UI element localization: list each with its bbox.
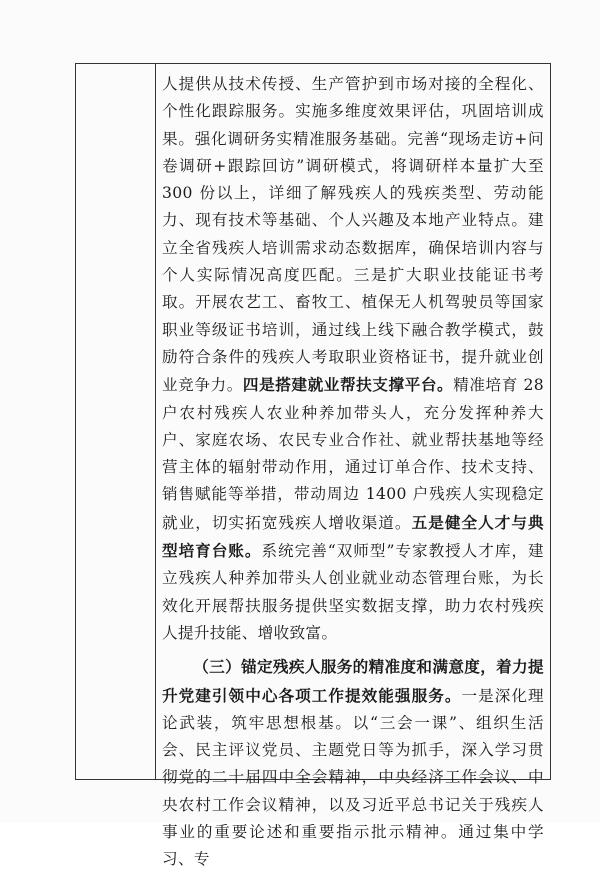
section-heading-three: （三）锚定残疾人服务的精准度和满意度，着力提升党建引领中心各项工作提效能强服务。 xyxy=(162,657,544,705)
bold-heading-five: 五是健全人才与典型培育台账。 xyxy=(162,512,544,561)
paragraph-text: 系统完善“双师型”专家教授人才库，建立残疾人种养加带头人创业就业动态管理台账，为长效化开展帮扶服务提供坚实数据支撑，助力农村残疾人提升技能、增收致富。 xyxy=(162,542,544,642)
table-label-column xyxy=(76,64,156,779)
body-paragraph-1 xyxy=(162,71,544,647)
table-content-cell xyxy=(162,71,544,874)
paragraph-text: 一是深化理论武装，筑牢思想根基。以“三会一课”、组织生活会、民主评议党员、主题党日等为抓手，深入学习贯彻党的二十届四中全会精神，中央经济工作会议、中央农村工作会议精神，以及习近平总书记关于残疾人事业的重要论述和重要指示批示精神。通过集中学习、专 xyxy=(162,686,544,869)
form-table xyxy=(75,63,551,869)
paragraph-text: 人提供从技术传授、生产管护到市场对接的全程化、个性化跟踪服务。实施多维度效果评估，巩固培训成果。强化调研务实精准服务基础。完善“现场走访+问卷调研+跟踪回访”调研模式，将调研样本量扩大至 300 份以上，详细了解残疾人的残疾类型、劳动能力、现有技术等基础、个人兴趣及本地产业特点。建立全省残疾人培训需求动态数据库，确保培训内容与个人实际情况高度匹配。三是扩大职业技能证书考取。开展农艺工、畜牧工、植保无人机驾驶员等国家职业等级证书培训，通过线上线下融合教学模式，鼓励符合条件的残疾人考取职业资格证书，提升就业创业竞争力。 xyxy=(162,75,544,395)
paragraph-text: 精准培育 28 户农村残疾人农业种养加带头人，充分发挥种养大户、家庭农场、农民专业合作社、就业帮扶基地等经营主体的辐射带动作用，通过订单合作、技术支持、销售赋能等举措，带动周边 1400 户残疾人实现稳定就业，切实拓宽残疾人增收渠道。 xyxy=(162,376,544,532)
bold-heading-four: 四是搭建就业帮扶支撑平台。 xyxy=(242,375,454,395)
body-paragraph-2 xyxy=(162,653,544,873)
